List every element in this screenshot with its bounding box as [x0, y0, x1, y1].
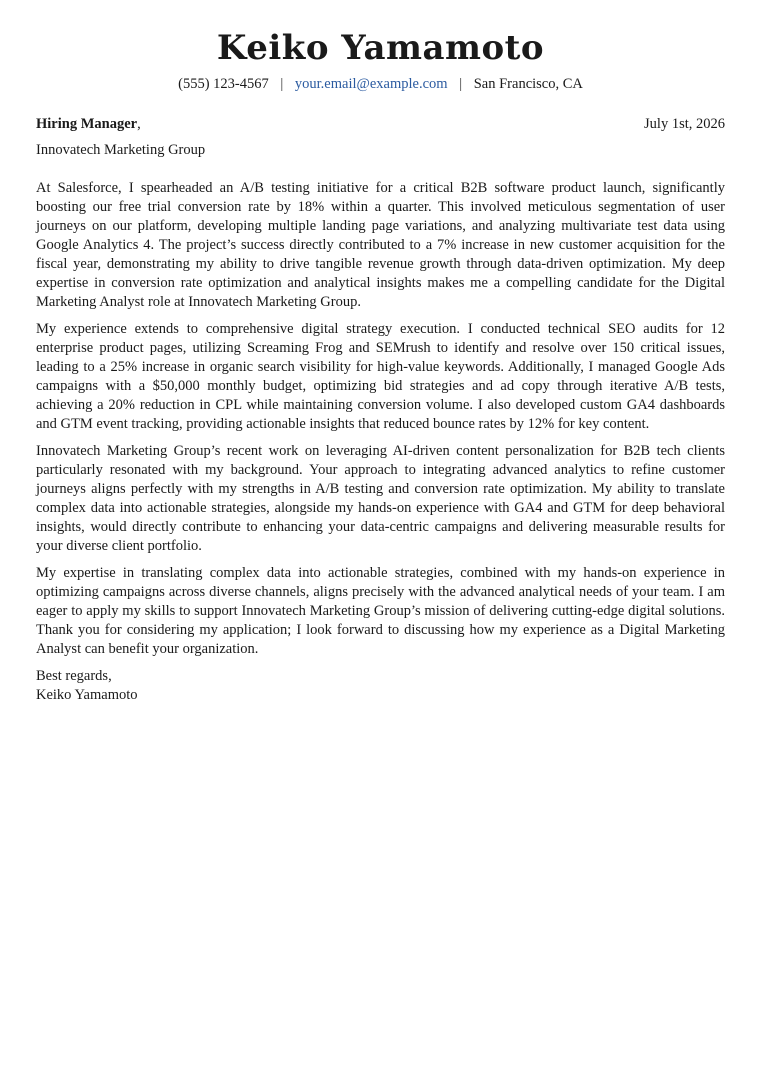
- recipient-title: Hiring Manager: [36, 116, 138, 132]
- sign-off: Best regards,: [36, 668, 112, 684]
- body-paragraph: My experience extends to comprehensive digital strategy execution. I conducted technical SEO audits for 12 enterprise product pages, utilizing Screaming Frog and SEMrush to identify and resolve over 150 critical issues, leading to a 25% increase in organic search visibility for high-value keywords. Additionally, I managed Google Ads campaigns with a $50,000 monthly budget, optimizing bid strategies and ad copy through iterative A/B tests, achieving a 20% reduction in CPL while maintaining conversion volume. I also developed custom GA4 dashboards and GTM event tracking, providing actionable insights that reduced bounce rates by 12% for key content.: [36, 321, 725, 432]
- recipient-row: [36, 114, 725, 134]
- applicant-name: Keiko Yamamoto: [216, 28, 545, 68]
- letter-closing: [36, 667, 725, 705]
- cover-letter-page: [36, 24, 725, 705]
- recipient-title-suffix: ,: [137, 116, 141, 132]
- signature-name: Keiko Yamamoto: [36, 687, 138, 703]
- recipient-company: Innovatech Marketing Group: [36, 142, 206, 158]
- letter-body: [36, 179, 725, 659]
- body-paragraph: Innovatech Marketing Group’s recent work on leveraging AI-driven content personalization for B2B tech clients particularly resonated with my background. Your approach to integrating advanced analytics to refine customer journeys aligns perfectly with my strengths in A/B testing and conversion rate optimization. My ability to translate complex data into actionable strategies, alongside my hands-on experience with GA4 and GTM for deep behavioral insights, would directly contribute to enhancing your data-centric campaigns and delivering measurable results for your diverse client portfolio.: [36, 443, 725, 554]
- contact-line: [36, 74, 725, 94]
- body-paragraph: At Salesforce, I spearheaded an A/B testing initiative for a critical B2B software product launch, significantly boosting our free trial conversion rate by 18% within a quarter. This involved meticulous segmentation of user journeys on our platform, developing multiple landing page variations, and analyzing multivariate test data using Google Analytics 4. The project’s success directly contributed to a 7% increase in new customer acquisition for the fiscal year, demonstrating my ability to drive tangible revenue growth through data-driven optimization. My deep expertise in conversion rate optimization and analytical insights makes me a compelling candidate for the Digital Marketing Analyst role at Innovatech Marketing Group.: [36, 180, 725, 310]
- letter-date: July 1st, 2026: [644, 116, 725, 132]
- location: San Francisco, CA: [473, 76, 583, 92]
- phone-number: (555) 123-4567: [178, 76, 269, 92]
- contact-separator: |: [280, 76, 284, 92]
- email-link[interactable]: your.email@example.com: [294, 76, 448, 92]
- recipient-salutation: [36, 114, 141, 134]
- contact-separator: |: [459, 76, 463, 92]
- body-paragraph: My expertise in translating complex data into actionable strategies, combined with my hands-on experience in optimizing campaigns across diverse channels, aligns precisely with the advanced analytical needs of your team. I am eager to apply my skills to support Innovatech Marketing Group’s mission of delivering cutting-edge digital solutions. Thank you for considering my application; I look forward to discussing how my experience as a Digital Marketing Analyst can benefit your organization.: [36, 565, 725, 657]
